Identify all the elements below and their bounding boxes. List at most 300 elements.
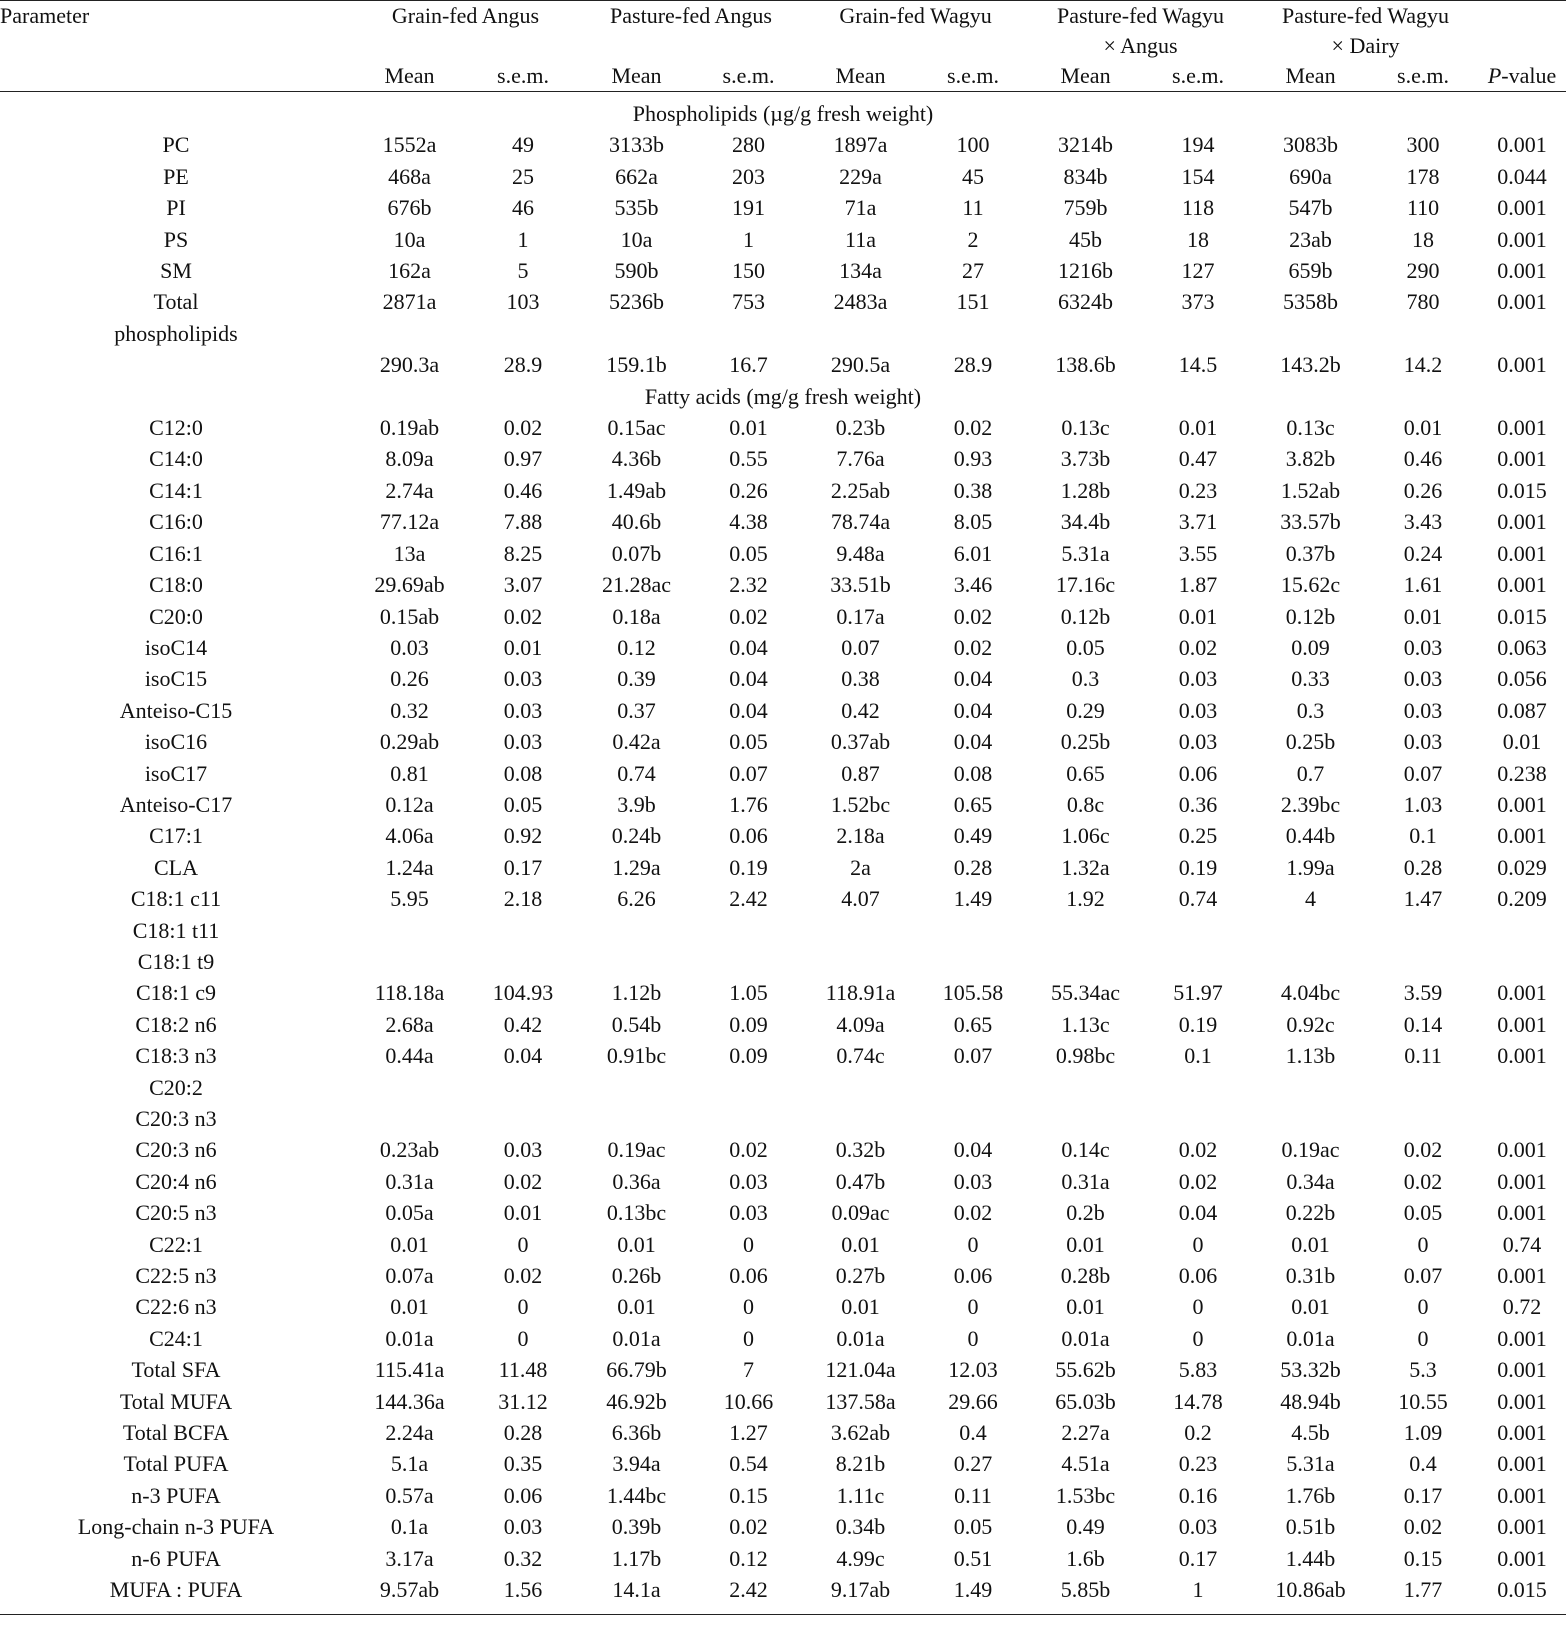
mean-cell: 759b: [1063, 195, 1108, 221]
sem-cell: 1.76: [729, 791, 768, 817]
mean-cell: 0.01: [390, 1231, 429, 1257]
sem-cell: 0.32: [503, 1545, 543, 1571]
p-value-cell: 0.001: [1497, 1514, 1547, 1540]
table-row: [0, 538, 1566, 569]
mean-cell: 138.6b: [1055, 352, 1116, 378]
sem-cell: 0.06: [729, 823, 768, 849]
sem-cell: 28.9: [953, 352, 993, 378]
sem-cell: 28.9: [503, 352, 543, 378]
mean-cell: 1.28b: [1060, 477, 1111, 503]
p-value-cell: 0.001: [1497, 195, 1547, 221]
mean-cell: 7.76a: [836, 446, 885, 472]
sem-cell: 0.05: [729, 540, 768, 566]
mean-cell: 0.01a: [836, 1325, 885, 1351]
sem-cell: [694, 318, 803, 349]
sem-cell: 300: [1406, 132, 1440, 158]
mean-cell: 0.47b: [835, 1168, 886, 1194]
sem-cell: 0.02: [503, 1168, 543, 1194]
header-mean: Mean: [835, 63, 886, 88]
mean-cell: [803, 1072, 918, 1103]
p-value-cell: 0.001: [1497, 980, 1547, 1006]
row-label: C18:1 c11: [130, 886, 222, 912]
sem-cell: [1368, 1103, 1478, 1134]
mean-cell: 0.31a: [385, 1168, 434, 1194]
sem-cell: 0.02: [1403, 1168, 1443, 1194]
mean-cell: 6.26: [617, 886, 656, 912]
sem-cell: 0: [517, 1325, 529, 1351]
mean-cell: 0.09: [1291, 634, 1330, 660]
sem-cell: 0.16: [1178, 1482, 1218, 1508]
row-label: C20:3 n6: [135, 1137, 217, 1163]
p-value-cell: 0.001: [1497, 1357, 1547, 1383]
mean-cell: 0.44a: [385, 1043, 434, 1069]
mean-cell: 1552a: [382, 132, 437, 158]
row-label: C18:0: [149, 572, 203, 598]
mean-cell: [1253, 915, 1368, 946]
row-label: C18:1 t9: [137, 948, 215, 974]
sem-cell: 0.12: [729, 1545, 768, 1571]
row-label: phospholipids: [114, 320, 238, 346]
mean-cell: 2.27a: [1061, 1420, 1110, 1446]
mean-cell: 162a: [388, 258, 431, 284]
mean-cell: 4.09a: [836, 1011, 885, 1037]
sem-cell: 0.27: [953, 1451, 993, 1477]
p-value-cell: 0.001: [1497, 823, 1547, 849]
sem-cell: [467, 318, 579, 349]
row-label: C14:1: [149, 477, 203, 503]
sem-cell: 0.04: [729, 634, 768, 660]
sem-cell: 10.55: [1398, 1388, 1448, 1414]
table-row: [0, 1166, 1566, 1197]
mean-cell: 2a: [850, 854, 871, 880]
mean-cell: 3.94a: [612, 1451, 661, 1477]
mean-cell: 0.07b: [611, 540, 662, 566]
table-row: [0, 569, 1566, 600]
row-label: C18:1 c9: [135, 980, 217, 1006]
mean-cell: 0.31a: [1061, 1168, 1110, 1194]
sem-cell: 100: [956, 132, 990, 158]
mean-cell: 5358b: [1283, 289, 1339, 315]
sem-cell: 0: [967, 1294, 979, 1320]
mean-cell: 17.16c: [1055, 572, 1116, 598]
mean-cell: 0.13c: [1286, 415, 1335, 441]
mean-cell: 0.91bc: [606, 1043, 667, 1069]
row-label: C16:1: [149, 540, 203, 566]
mean-cell: [1028, 1103, 1143, 1134]
sem-cell: 14.5: [1178, 352, 1218, 378]
header-sem: s.e.m.: [947, 63, 999, 88]
row-label: isoC14: [144, 634, 208, 660]
sem-cell: 0: [1417, 1231, 1429, 1257]
row-label: C18:2 n6: [135, 1011, 217, 1037]
sem-cell: 0.28: [1403, 854, 1443, 880]
mean-cell: 0.12: [617, 634, 656, 660]
sem-cell: [467, 1103, 579, 1134]
header-group-4-sub: × Angus: [1103, 33, 1178, 58]
sem-cell: 290: [1406, 258, 1440, 284]
p-value-cell: 0.015: [1497, 603, 1547, 629]
p-value-cell: 0.74: [1502, 1231, 1542, 1257]
mean-cell: 46.92b: [606, 1388, 667, 1414]
table-row: [0, 506, 1566, 537]
sem-cell: 25: [512, 163, 534, 189]
mean-cell: [1253, 946, 1368, 977]
sem-cell: 8.05: [953, 509, 993, 535]
mean-cell: [1253, 318, 1368, 349]
sem-cell: 10.66: [723, 1388, 774, 1414]
table-row: [0, 1009, 1566, 1040]
table-row: [0, 475, 1566, 506]
mean-cell: 4.07: [841, 886, 880, 912]
p-value-cell: 0.001: [1497, 226, 1547, 252]
mean-cell: 0.07a: [385, 1263, 434, 1289]
sem-cell: [467, 915, 579, 946]
sem-cell: 0.05: [953, 1514, 993, 1540]
sem-cell: 0.03: [503, 666, 543, 692]
sem-cell: 127: [1181, 258, 1215, 284]
mean-cell: [1253, 1072, 1368, 1103]
mean-cell: [352, 946, 467, 977]
mean-cell: 0.09ac: [831, 1200, 890, 1226]
mean-cell: 676b: [387, 195, 432, 221]
mean-cell: 2871a: [382, 289, 437, 315]
sem-cell: 0.03: [1178, 697, 1218, 723]
row-label: Anteiso-C17: [119, 791, 233, 817]
mean-cell: 48.94b: [1280, 1388, 1341, 1414]
mean-cell: 0.51b: [1285, 1514, 1336, 1540]
header-sem: s.e.m.: [1172, 63, 1224, 88]
sem-cell: 5.83: [1178, 1357, 1218, 1383]
table-row: [0, 820, 1566, 851]
mean-cell: 0.37: [617, 697, 656, 723]
table-body: [0, 92, 1566, 1615]
header-group-4: Pasture-fed Wagyu: [1057, 3, 1225, 28]
row-label: Total BCFA: [122, 1420, 230, 1446]
sem-cell: 0: [967, 1231, 979, 1257]
section-label: Phospholipids (µg/g fresh weight): [632, 101, 934, 126]
mean-cell: 0.32b: [835, 1137, 886, 1163]
table-row: [0, 1040, 1566, 1071]
sem-cell: 0.46: [503, 477, 543, 503]
sem-cell: 0.06: [729, 1263, 768, 1289]
table-row: [0, 318, 1566, 349]
mean-cell: 4.51a: [1061, 1451, 1110, 1477]
mean-cell: [803, 915, 918, 946]
row-label: C20:3 n3: [135, 1106, 217, 1131]
sem-cell: 0.02: [503, 415, 543, 441]
table-header: [0, 1, 1566, 92]
sem-cell: 1.47: [1403, 886, 1443, 912]
p-value-cell: 0.001: [1497, 289, 1547, 315]
sem-cell: 0.01: [1403, 603, 1443, 629]
mean-cell: 1.52bc: [830, 791, 891, 817]
header-group-2: Pasture-fed Angus: [610, 3, 772, 28]
sem-cell: 1.27: [729, 1420, 768, 1446]
mean-cell: 137.58a: [825, 1388, 896, 1414]
sem-cell: 373: [1181, 289, 1215, 315]
header-p-letter: P: [1487, 63, 1502, 88]
header-group-3-sub: [803, 31, 1028, 61]
row-label: n-6 PUFA: [131, 1545, 221, 1571]
mean-cell: 0.24b: [611, 823, 662, 849]
mean-cell: 55.62b: [1055, 1357, 1116, 1383]
table-row: [0, 601, 1566, 632]
sem-cell: 105.58: [942, 980, 1004, 1006]
sem-cell: 0: [517, 1294, 529, 1320]
mean-cell: 0.01a: [612, 1325, 661, 1351]
row-label: CLA: [154, 854, 198, 880]
table-row: [0, 977, 1566, 1008]
mean-cell: 15.62c: [1280, 572, 1341, 598]
sem-cell: 0.01: [1178, 603, 1218, 629]
mean-cell: 118.18a: [374, 980, 445, 1006]
row-label: Long-chain n-3 PUFA: [77, 1514, 275, 1540]
sem-cell: 0.36: [1178, 791, 1218, 817]
sem-cell: [918, 1072, 1028, 1103]
mean-cell: 0.15ac: [607, 415, 666, 441]
row-label: C22:1: [149, 1231, 203, 1257]
mean-cell: 9.57ab: [379, 1577, 440, 1603]
table-row: [0, 1543, 1566, 1574]
table-row: [0, 946, 1566, 977]
sem-cell: 0.03: [1403, 634, 1443, 660]
mean-cell: 4: [1305, 886, 1317, 912]
sem-cell: 0.03: [1178, 666, 1218, 692]
sem-cell: 0.01: [729, 415, 768, 441]
mean-cell: 1.6b: [1066, 1545, 1105, 1571]
table-row: [0, 632, 1566, 663]
sem-cell: 0.04: [953, 697, 993, 723]
sem-cell: 0.38: [953, 477, 993, 503]
mean-cell: 0.81: [390, 760, 429, 786]
p-value-cell: 0.001: [1497, 1200, 1547, 1226]
mean-cell: 5.31a: [1286, 1451, 1335, 1477]
sem-cell: 0.06: [953, 1263, 993, 1289]
p-value-cell: 0.72: [1502, 1294, 1542, 1320]
sem-cell: 0.02: [1403, 1514, 1443, 1540]
table-row: [0, 1103, 1566, 1134]
sem-cell: 280: [732, 132, 765, 158]
sem-cell: 18: [1187, 226, 1210, 252]
mean-cell: 1.12b: [611, 980, 662, 1006]
p-value-cell: 0.001: [1497, 1168, 1547, 1194]
mean-cell: 2.68a: [385, 1011, 434, 1037]
mean-cell: 14.1a: [612, 1577, 661, 1603]
sem-cell: 0.05: [729, 729, 768, 755]
mean-cell: 5236b: [609, 289, 664, 315]
mean-cell: [1028, 318, 1143, 349]
mean-cell: 0.28b: [1060, 1263, 1111, 1289]
mean-cell: [803, 318, 918, 349]
sem-cell: 194: [1181, 132, 1215, 158]
sem-cell: 0.11: [1404, 1043, 1442, 1069]
sem-cell: [1143, 1103, 1253, 1134]
sem-cell: 0.23: [1178, 477, 1218, 503]
row-label: C17:1: [149, 823, 203, 849]
mean-cell: 0.03: [390, 634, 429, 660]
p-value-cell: 0.01: [1502, 729, 1542, 755]
mean-cell: 0.01: [617, 1294, 656, 1320]
sem-cell: 0.03: [1178, 1514, 1218, 1540]
sem-cell: 0.02: [953, 1200, 993, 1226]
mean-cell: 0.42: [841, 697, 880, 723]
mean-cell: 1.44bc: [606, 1482, 667, 1508]
mean-cell: 77.12a: [379, 509, 440, 535]
header-sem: s.e.m.: [722, 63, 775, 88]
p-value-cell: [1478, 318, 1566, 349]
table-row: [0, 852, 1566, 883]
mean-cell: [352, 318, 467, 349]
row-label: Total MUFA: [119, 1388, 233, 1414]
p-value-cell: 0.001: [1497, 1011, 1547, 1037]
mean-cell: 0.74c: [836, 1043, 885, 1069]
mean-cell: 78.74a: [830, 509, 891, 535]
mean-cell: [352, 915, 467, 946]
sem-cell: 0.01: [503, 1200, 543, 1226]
mean-cell: 1.52ab: [1280, 477, 1341, 503]
mean-cell: 0.07: [841, 634, 880, 660]
mean-cell: 1.53bc: [1055, 1482, 1116, 1508]
mean-cell: [352, 1072, 467, 1103]
sem-cell: 0.01: [503, 634, 543, 660]
sem-cell: 0.02: [503, 1263, 543, 1289]
sem-cell: 0.07: [729, 760, 768, 786]
mean-cell: 5.85b: [1060, 1577, 1111, 1603]
mean-cell: 0.19ac: [1281, 1137, 1340, 1163]
sem-cell: 0.19: [1178, 1011, 1218, 1037]
sem-cell: [918, 915, 1028, 946]
sem-cell: 0.02: [1178, 1168, 1218, 1194]
sem-cell: 0.15: [1403, 1545, 1443, 1571]
sem-cell: 0.42: [503, 1011, 543, 1037]
sem-cell: 0.06: [1178, 760, 1218, 786]
mean-cell: 0.15ab: [379, 603, 440, 629]
mean-cell: 33.57b: [1280, 509, 1341, 535]
row-label: isoC17: [144, 760, 208, 786]
mean-cell: 3214b: [1058, 132, 1114, 158]
mean-cell: 1897a: [833, 132, 888, 158]
sem-cell: [694, 1103, 803, 1134]
sem-cell: 18: [1412, 226, 1435, 252]
table-row: [0, 1134, 1566, 1165]
table-row: [0, 1291, 1566, 1322]
mean-cell: 2.24a: [385, 1420, 434, 1446]
p-value-cell: 0.001: [1497, 1545, 1547, 1571]
section-row: [0, 381, 1566, 412]
sem-cell: 2: [967, 226, 979, 252]
mean-cell: 0.27b: [835, 1263, 886, 1289]
sem-cell: 3.55: [1178, 540, 1218, 566]
mean-cell: 0.01: [841, 1231, 880, 1257]
mean-cell: 0.32: [390, 697, 429, 723]
mean-cell: 0.12b: [1060, 603, 1111, 629]
mean-cell: 0.39b: [611, 1514, 662, 1540]
p-value-cell: 0.001: [1497, 509, 1547, 535]
sem-cell: 0.74: [1178, 886, 1218, 912]
mean-cell: 1.76b: [1285, 1482, 1336, 1508]
mean-cell: 1.13c: [1061, 1011, 1110, 1037]
sem-cell: 0.05: [1403, 1200, 1443, 1226]
mean-cell: 9.48a: [836, 540, 885, 566]
sem-cell: 0.01: [1403, 415, 1443, 441]
mean-cell: 290.5a: [830, 352, 891, 378]
table-row: [0, 1197, 1566, 1228]
mean-cell: 0.29: [1066, 697, 1105, 723]
sem-cell: 151: [956, 289, 990, 315]
sem-cell: 0.19: [729, 854, 768, 880]
mean-cell: 834b: [1063, 163, 1108, 189]
sem-cell: 3.07: [503, 572, 543, 598]
row-label: PE: [163, 163, 189, 189]
header-group-1-sub: [352, 31, 579, 61]
p-value-cell: 0.001: [1497, 1482, 1547, 1508]
sem-cell: 49: [512, 132, 534, 158]
table-row: [0, 1072, 1566, 1103]
table-row: [0, 1417, 1566, 1448]
sem-cell: 0.04: [953, 666, 993, 692]
mean-cell: 0.01a: [385, 1325, 434, 1351]
p-value-cell: 0.029: [1497, 854, 1547, 880]
mean-cell: 66.79b: [606, 1357, 667, 1383]
table-row: [0, 349, 1566, 380]
sem-cell: 5: [517, 258, 529, 284]
p-value-cell: 0.001: [1497, 132, 1547, 158]
sem-cell: 0.1: [1184, 1043, 1212, 1069]
mean-cell: [352, 1103, 467, 1134]
mean-cell: 118.91a: [825, 980, 896, 1006]
mean-cell: 0.38: [841, 666, 880, 692]
mean-cell: 659b: [1288, 258, 1333, 284]
sem-cell: 0: [743, 1294, 754, 1320]
sem-cell: [694, 946, 803, 977]
mean-cell: 0.23b: [835, 415, 886, 441]
sem-cell: [694, 915, 803, 946]
sem-cell: 0.2: [1184, 1420, 1212, 1446]
row-label: Total PUFA: [123, 1451, 229, 1477]
table-row: [0, 1511, 1566, 1542]
sem-cell: 118: [1181, 195, 1215, 221]
table-row: [0, 286, 1566, 317]
mean-cell: [579, 946, 694, 977]
p-value-cell: 0.001: [1497, 1263, 1547, 1289]
p-value-cell: 0.001: [1497, 258, 1547, 284]
sem-cell: 1: [1192, 1577, 1204, 1603]
mean-cell: 1.29a: [612, 854, 661, 880]
sem-cell: 7.88: [503, 509, 543, 535]
sem-cell: 0: [743, 1231, 754, 1257]
sem-cell: 0.11: [954, 1482, 992, 1508]
p-value-cell: [1478, 1072, 1566, 1103]
row-label: Anteiso-C15: [119, 697, 233, 723]
mean-cell: 0.74: [617, 760, 656, 786]
mean-cell: 4.04bc: [1280, 980, 1341, 1006]
mean-cell: 0.42a: [612, 729, 661, 755]
mean-cell: 0.31b: [1285, 1263, 1336, 1289]
sem-cell: 103: [506, 289, 540, 315]
sem-cell: 12.03: [948, 1357, 998, 1383]
sem-cell: 0.02: [729, 603, 768, 629]
mean-cell: 0.37ab: [830, 729, 891, 755]
sem-cell: 104.93: [492, 980, 554, 1006]
sem-cell: 0.06: [1178, 1263, 1218, 1289]
mean-cell: 3.73b: [1060, 446, 1111, 472]
sem-cell: 0.55: [729, 446, 768, 472]
mean-cell: 65.03b: [1055, 1388, 1116, 1414]
table-row: [0, 789, 1566, 820]
mean-cell: 229a: [839, 163, 882, 189]
mean-cell: 13a: [393, 540, 426, 566]
sem-cell: 5.3: [1409, 1357, 1437, 1383]
